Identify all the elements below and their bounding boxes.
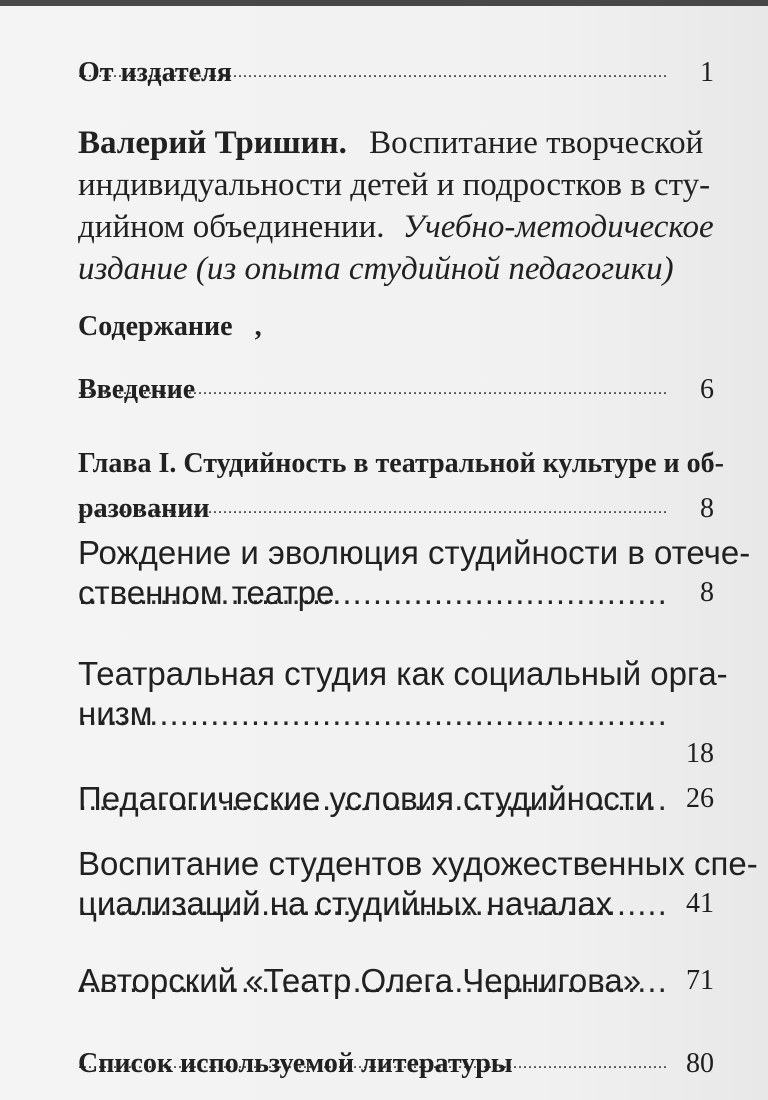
top-rule <box>0 0 768 6</box>
toc-entry-publisher <box>78 53 714 97</box>
edition-type-line-2: издание (из опыта студийной педагогики) <box>78 251 674 287</box>
literature-page-number: 80 <box>686 1048 714 1079</box>
toc-entry-author-theatre <box>78 961 714 1001</box>
edition-type-line-1: Учебно-методическое <box>402 209 714 245</box>
toc-entry-pedagogical-conditions <box>78 779 714 819</box>
toc-entry-theatre-studio <box>78 654 728 774</box>
pedagogical-conditions-page-number: 26 <box>686 783 714 814</box>
author-name: Валерий Тришин. <box>78 125 347 161</box>
author-theatre-line: Авторский «Театр Олега Чернигова» <box>78 962 642 999</box>
student-education-page-number: 41 <box>686 888 714 919</box>
toc-entry-introduction <box>78 370 714 414</box>
author-theatre-page-number: 71 <box>686 965 714 996</box>
student-education-line-2: циализаций на студийных началах <box>78 885 613 922</box>
chapter-1-title-line-2: разовании <box>78 493 210 524</box>
publisher-page-number: 1 <box>700 57 714 88</box>
leader-dots <box>78 694 668 734</box>
introduction-page-number: 6 <box>700 374 714 405</box>
book-title-line-2: индивидуальности детей и подростков в сту- <box>78 167 711 203</box>
birth-evolution-page-number: 8 <box>700 577 714 608</box>
theatre-studio-page-number: 18 <box>686 738 714 769</box>
birth-evolution-line-1: Рождение и эволюция студийности в отече- <box>78 534 751 571</box>
contents-comma: , <box>254 311 262 342</box>
toc-entry-birth-evolution <box>78 533 751 613</box>
pedagogical-conditions-line: Педагогические условия студийности <box>78 780 654 817</box>
book-title-line-3: дийном объединении. <box>78 209 385 245</box>
theatre-studio-line-1: Театральная студия как социальный орга- <box>78 655 728 692</box>
birth-evolution-line-2: ственном театре <box>78 574 335 611</box>
toc-entry-student-education <box>78 844 758 924</box>
toc-entry-literature <box>78 1044 714 1088</box>
chapter-1-title-line-1: Глава I. Студийность в театральной культуре и об- <box>78 448 725 479</box>
student-education-line-1: Воспитание студентов художественных спе- <box>78 845 758 882</box>
toc-entry-book-title <box>78 123 714 289</box>
toc-entry-chapter-1 <box>78 444 725 533</box>
theatre-studio-line-2: низм <box>78 695 153 732</box>
introduction-label: Введение <box>78 374 196 405</box>
book-title-line-1: Воспитание творческой <box>369 125 704 161</box>
literature-label: Список используемой литературы <box>78 1048 513 1079</box>
toc-entry-contents <box>78 307 714 351</box>
contents-label: Содержание <box>78 311 233 342</box>
publisher-label: От издателя <box>78 57 232 88</box>
chapter-1-page-number: 8 <box>700 493 714 524</box>
